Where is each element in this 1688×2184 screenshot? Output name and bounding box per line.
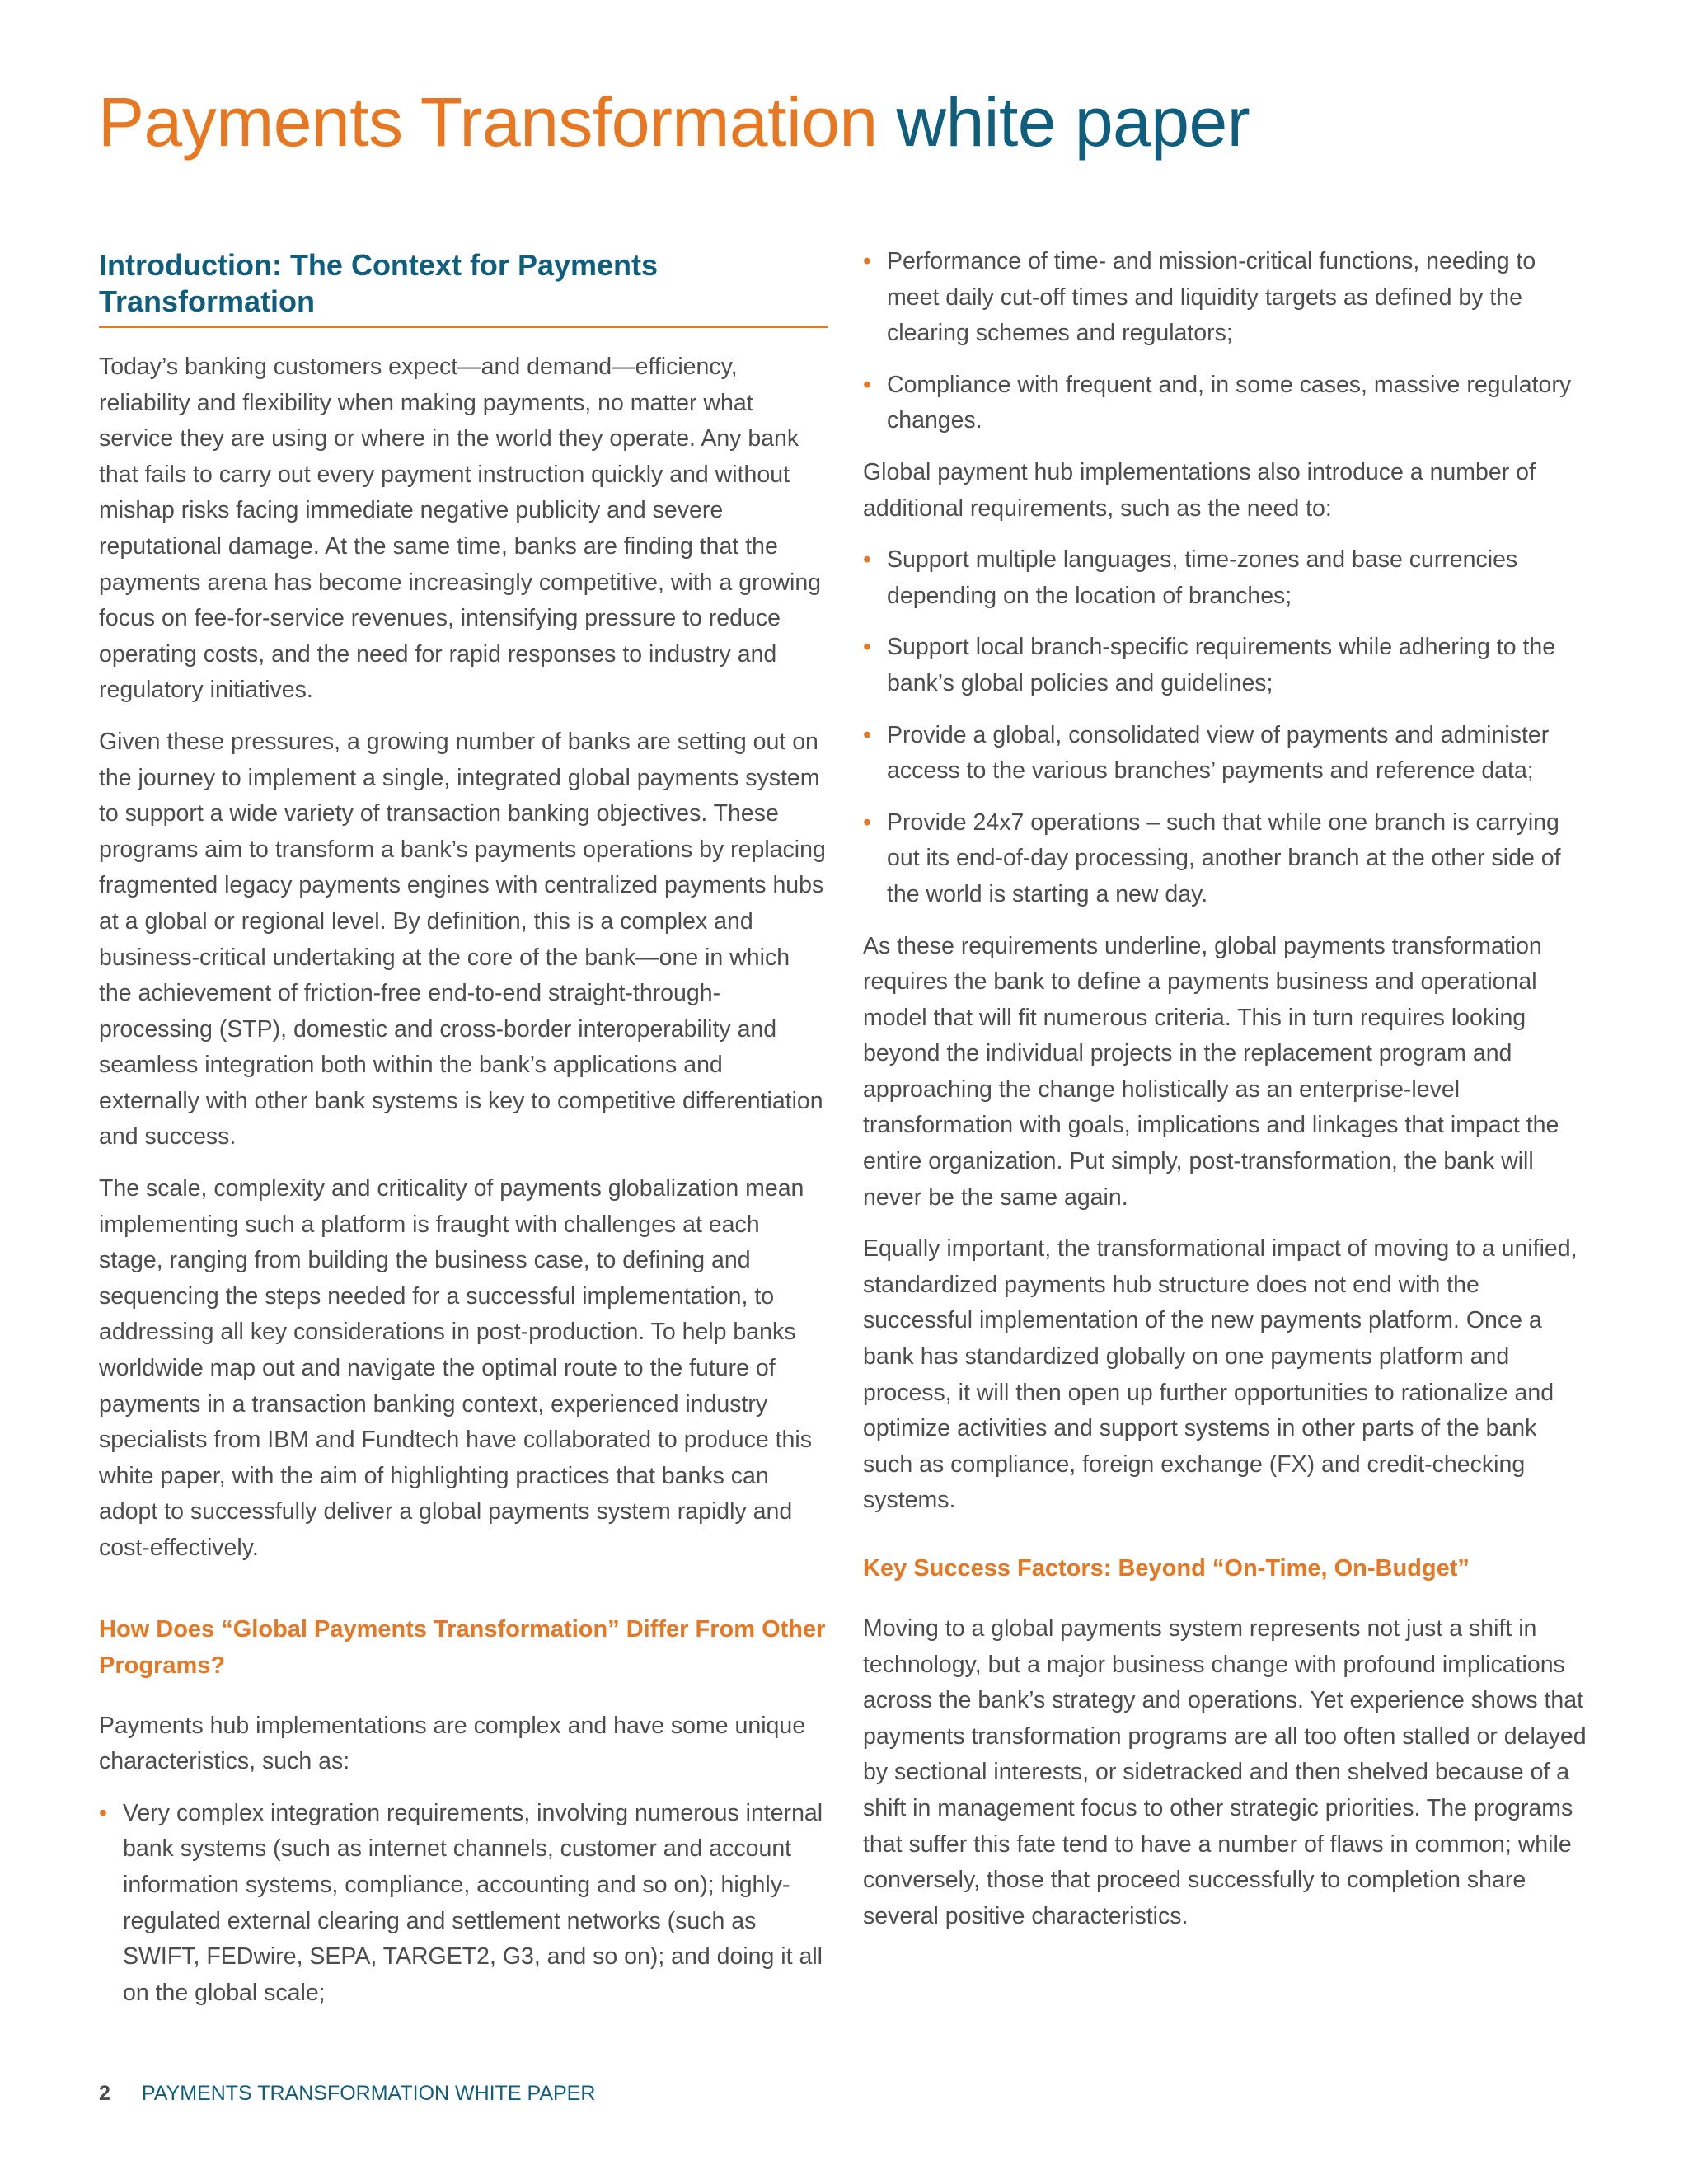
list-item-text: Very complex integration requirements, involving numerous internal bank systems (such as internet channels, customer and account information systems, compliance, accounting and so on); highly-regulated external clearing and settlement networks (such as SWIFT, FEDwire, SEPA, TARGET2, G3, and so on); and doing it all on the global scale; [123, 1799, 823, 2006]
list-item [863, 805, 1588, 913]
intro-paragraph: Given these pressures, a growing number of banks are setting out on the journey to implement a single, integrated global payments system to support a wide variety of transaction banking objectives. These programs aim to transform a bank’s payments operations by replacing fragmented legacy payments engines with centralized payments hubs at a global or regional level. By definition, this is a complex and business-critical undertaking at the core of the bank—one in which the achievement of friction-free end-to-end straight-through-processing (STP), domestic and cross-border interoperability and seamless integration both within the bank’s applications and externally with other bank systems is key to competitive differentiation and success. [99, 728, 826, 1151]
characteristics-list [99, 1796, 828, 2012]
differ-heading: How Does “Global Payments Transformation” Differ From Other Programs? [99, 1615, 826, 1679]
bullet-icon: • [863, 248, 871, 274]
bullet-icon: • [99, 1799, 107, 1826]
success-heading: Key Success Factors: Beyond “On-Time, On-Budget” [863, 1555, 1470, 1582]
intro-heading: Introduction: The Context for Payments Transformation [99, 247, 828, 328]
list-item-text: Provide 24x7 operations – such that while one branch is carrying out its end-of-day processing, another branch at the other side of the world is starting a new day. [887, 808, 1561, 907]
list-item [863, 630, 1588, 701]
list-item-text: Support multiple languages, time-zones and base currencies depending on the location of branches; [887, 546, 1518, 609]
page-number: 2 [99, 2082, 110, 2105]
right-column [863, 244, 1588, 1950]
page-title-main: Payments Transformation [98, 83, 878, 161]
bullet-icon: • [863, 721, 871, 748]
list-item-text: Support local branch-specific requirements while adhering to the bank’s global policies and guidelines; [887, 634, 1556, 696]
list-item [863, 542, 1588, 614]
footer-label: PAYMENTS TRANSFORMATION WHITE PAPER [141, 2082, 596, 2105]
bullet-icon: • [863, 634, 871, 661]
bullet-icon: • [863, 808, 871, 836]
page-footer [99, 2080, 595, 2107]
page-title [98, 81, 1250, 164]
differ-lead: Payments hub implementations are complex and have some unique characteristics, such as: [99, 1712, 806, 1775]
success-paragraph: Moving to a global payments system represents not just a shift in technology, but a major business change with profound implications across the bank’s strategy and operations. Yet experience shows that payments transformation programs are all too often stalled or delayed by sectional interests, or sidetracked and then shelved because of a shift in management focus to other strategic priorities. The programs that suffer this fate tend to have a number of flaws in common; while conversely, those that proceed successfully to completion share several positive characteristics. [863, 1615, 1587, 1929]
left-column [99, 247, 828, 2027]
list-item [99, 1796, 828, 2012]
list-item [863, 368, 1588, 439]
list-item-text: Provide a global, consolidated view of payments and administer access to the various branches’ payments and reference data; [887, 721, 1550, 785]
list-item [863, 718, 1588, 790]
list-item-text: Performance of time- and mission-critical functions, needing to meet daily cut-off times and liquidity targets as defined by the clearing schemes and regulators; [887, 248, 1536, 347]
intro-paragraph: Today’s banking customers expect—and demand—efficiency, reliability and flexibility when making payments, no matter what service they are using or where in the world they operate. Any bank that fails to carry out every payment instruction quickly and without mishap risks facing immediate negative publicity and severe reputational damage. At the same time, banks are finding that the payments arena has become increasingly competitive, with a growing focus on fee-for-service revenues, intensifying pressure to reduce operating costs, and the need for rapid responses to industry and regulatory initiatives. [99, 354, 822, 704]
transformation-paragraph: Equally important, the transformational impact of moving to a unified, standardized payments hub structure does not end with the successful implementation of the new payments platform. Once a bank has standardized globally on one payments platform and process, it will then open up further opportunities to rationalize and optimize activities and support systems in other parts of the bank such as compliance, foreign exchange (FX) and credit-checking systems. [863, 1235, 1578, 1514]
list-item-text: Compliance with frequent and, in some cases, massive regulatory changes. [887, 371, 1572, 434]
hub-requirements-list [863, 542, 1588, 912]
bullet-icon: • [863, 546, 871, 574]
intro-paragraph: The scale, complexity and criticality of payments globalization mean implementing such a platform is fraught with challenges at each stage, ranging from building the business case, to defining and sequencing the steps needed for a successful implementation, to addressing all key considerations in post-production. To help banks worldwide map out and navigate the optimal route to the future of payments in a transaction banking context, experienced industry specialists from IBM and Fundtech have collaborated to produce this white paper, with the aim of highlighting practices that banks can adopt to successfully deliver a global payments system rapidly and cost-effectively. [99, 1175, 812, 1561]
page-title-suffix: white paper [896, 83, 1250, 161]
hub-lead: Global payment hub implementations also introduce a number of additional requirements, such as the need to: [863, 458, 1536, 522]
transformation-paragraph: As these requirements underline, global payments transformation requires the bank to define a payments business and operational model that will fit numerous criteria. This in turn requires looking beyond the individual projects in the replacement program and approaching the change holistically as an enterprise-level transformation with goals, implications and linkages that impact the entire organization. Put simply, post-transformation, the bank will never be the same again. [863, 932, 1559, 1211]
bullet-icon: • [863, 371, 871, 398]
characteristics-list-continued [863, 244, 1588, 439]
list-item [863, 244, 1588, 352]
